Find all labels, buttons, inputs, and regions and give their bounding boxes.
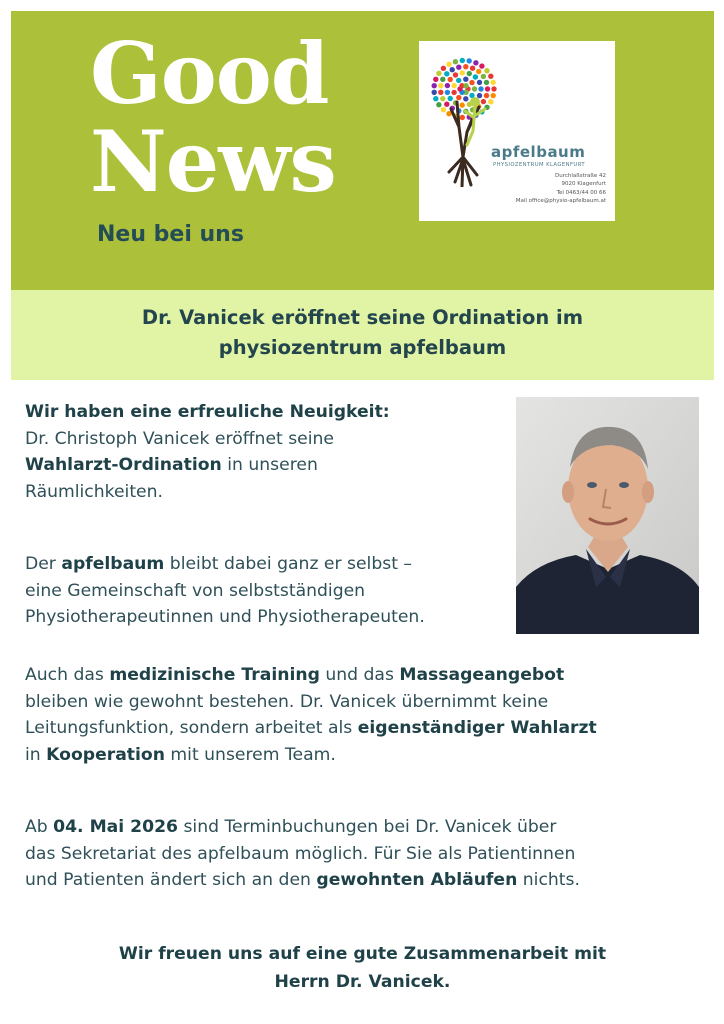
intro-paragraph	[25, 399, 505, 505]
tree-dot	[456, 78, 461, 83]
headline-line-2: physiozentrum apfelbaum	[218, 336, 507, 359]
tree-dot	[444, 102, 449, 107]
p3-line-3	[25, 715, 695, 742]
tree-dot	[488, 74, 493, 79]
closing-line-1: Wir freuen uns auf eine gute Zusammenarbeit mit	[118, 944, 607, 964]
headline-banner	[11, 290, 714, 380]
p2-line-1-rest: bleibt dabei ganz er selbst –	[164, 554, 412, 574]
tree-dot	[472, 86, 477, 91]
intro-lead: Wir haben eine erfreuliche Neuigkeit:	[25, 402, 390, 422]
tree-dot	[476, 69, 481, 74]
logo-city: 9020 Klagenfurt	[561, 181, 606, 188]
logo-street: Durchlaßstraße 42	[555, 173, 606, 179]
p3-wahlarzt-bold: eigenständiger Wahlarzt	[357, 718, 597, 738]
tree-logo-icon	[429, 47, 499, 187]
p2-line-2: eine Gemeinschaft von selbstständigen	[25, 580, 366, 601]
p4-date-bold: 04. Mai 2026	[53, 817, 178, 837]
p3-massage-bold: Massageangebot	[399, 665, 565, 685]
tree-dot	[444, 71, 449, 76]
tree-dot	[473, 74, 478, 79]
p3-line-1	[25, 662, 695, 689]
tree-dot	[491, 80, 496, 85]
tree-dot	[477, 93, 482, 98]
tree-dot	[445, 83, 450, 88]
logo-brand: apfelbaum	[491, 143, 586, 161]
tree-dot	[456, 95, 461, 100]
p3-mid: und das	[319, 665, 400, 685]
logo-address	[516, 172, 606, 205]
title-line-news: News	[90, 112, 336, 211]
paragraph-services	[25, 662, 695, 768]
tree-dot	[491, 86, 496, 91]
logo-tagline: PHYSIOZENTRUM KLAGENFURT	[493, 162, 586, 168]
subtitle: Neu bei uns	[97, 222, 244, 247]
tree-dot	[477, 80, 482, 85]
tree-dot	[485, 86, 490, 91]
p4-line-1-rest: sind Terminbuchungen bei Dr. Vanicek über	[178, 817, 557, 837]
tree-dot	[450, 67, 455, 72]
tree-dot	[460, 102, 465, 107]
p4-line-3-rest: nichts.	[517, 870, 580, 890]
portrait-illustration	[516, 397, 699, 634]
tree-dot	[467, 58, 472, 63]
headline-line-1: Dr. Vanicek eröffnet seine Ordination im	[141, 306, 584, 329]
p4-line-3-pre: und Patienten ändert sich an den	[25, 870, 317, 890]
tree-dot	[441, 107, 446, 112]
tree-dot	[469, 80, 474, 85]
tree-dot	[451, 90, 456, 95]
apfelbaum-logo	[419, 41, 615, 221]
tree-dot	[436, 71, 441, 76]
tree-dot	[460, 58, 465, 63]
logo-phone: Tel 0463/44 00 66	[556, 189, 606, 196]
p3-line-2: bleiben wie gewohnt bestehen. Dr. Vanicek übernimmt keine	[25, 691, 549, 712]
logo-mail: Mail office@physio-apfelbaum.at	[515, 197, 606, 204]
tree-dot	[484, 80, 489, 85]
tree-dot	[433, 77, 438, 82]
tree-dot	[440, 77, 445, 82]
intro-line-4: Räumlichkeiten.	[25, 481, 163, 502]
p2-pre: Der	[25, 554, 62, 574]
p3-line-4-pre: in	[25, 744, 47, 765]
tree-dot	[481, 74, 486, 79]
p3-pre: Auch das	[25, 665, 110, 685]
tree-dot	[484, 68, 489, 73]
tree-dot	[436, 102, 441, 107]
closing-statement	[11, 940, 714, 996]
intro-ordination-bold: Wahlarzt-Ordination	[25, 455, 222, 475]
tree-dot	[453, 72, 458, 77]
p4-line-2: das Sekretariat des apfelbaum möglich. Für Sie als Patientinnen	[25, 843, 576, 864]
closing-line-2: Herrn Dr. Vanicek.	[274, 972, 451, 992]
tree-dot	[460, 115, 465, 120]
tree-dot	[441, 66, 446, 71]
tree-dot	[433, 96, 438, 101]
p3-line-3-pre: Leitungsfunktion, sondern arbeitet als	[25, 718, 358, 738]
p4-pre: Ab	[25, 817, 54, 837]
tree-dot	[463, 64, 468, 69]
tree-dot	[470, 66, 475, 71]
tree-dot	[463, 83, 468, 88]
page-title	[90, 24, 336, 211]
tree-dot	[478, 86, 483, 91]
p4-ablaeufe-bold: gewohnten Abläufen	[316, 870, 518, 890]
tree-dot	[448, 96, 453, 101]
tree-dot	[456, 65, 461, 70]
tree-dot	[446, 62, 451, 67]
tree-dot	[463, 96, 468, 101]
paragraph-apfelbaum	[25, 551, 515, 631]
tree-dot	[460, 70, 465, 75]
paragraph-booking	[25, 814, 695, 894]
tree-dot	[467, 71, 472, 76]
intro-line-3-rest: in unseren	[221, 455, 318, 475]
tree-dot	[491, 93, 496, 98]
tree-dot	[481, 99, 486, 104]
p2-line-3: Physiotherapeutinnen und Physiotherapeuten.	[25, 607, 425, 627]
p3-kooperation-bold: Kooperation	[46, 744, 165, 765]
tree-dot	[453, 59, 458, 64]
tree-dot	[448, 77, 453, 82]
tree-dot	[438, 83, 443, 88]
p3-training-bold: medizinische Training	[109, 665, 320, 685]
tree-dot	[473, 60, 478, 65]
tree-dot	[451, 83, 456, 88]
tree-dot	[438, 90, 443, 95]
intro-line-3	[25, 452, 505, 479]
p4-line-3	[25, 867, 695, 894]
p2-line-1	[25, 551, 515, 578]
intro-line-2: Dr. Christoph Vanicek eröffnet seine	[25, 428, 334, 449]
tree-dot	[432, 90, 437, 95]
tree-dot	[463, 77, 468, 82]
doctor-portrait-photo	[516, 397, 699, 634]
tree-dot	[484, 93, 489, 98]
tree-dot	[488, 99, 493, 104]
p3-line-4	[25, 742, 695, 769]
tree-dot	[440, 96, 445, 101]
tree-dot	[432, 83, 437, 88]
p3-line-4-rest: mit unserem Team.	[164, 744, 336, 765]
p4-line-1	[25, 814, 695, 841]
headline	[11, 290, 714, 363]
p2-apfelbaum-bold: apfelbaum	[61, 554, 165, 574]
tree-dot	[445, 90, 450, 95]
title-line-good: Good	[90, 24, 329, 123]
tree-dot	[479, 63, 484, 68]
